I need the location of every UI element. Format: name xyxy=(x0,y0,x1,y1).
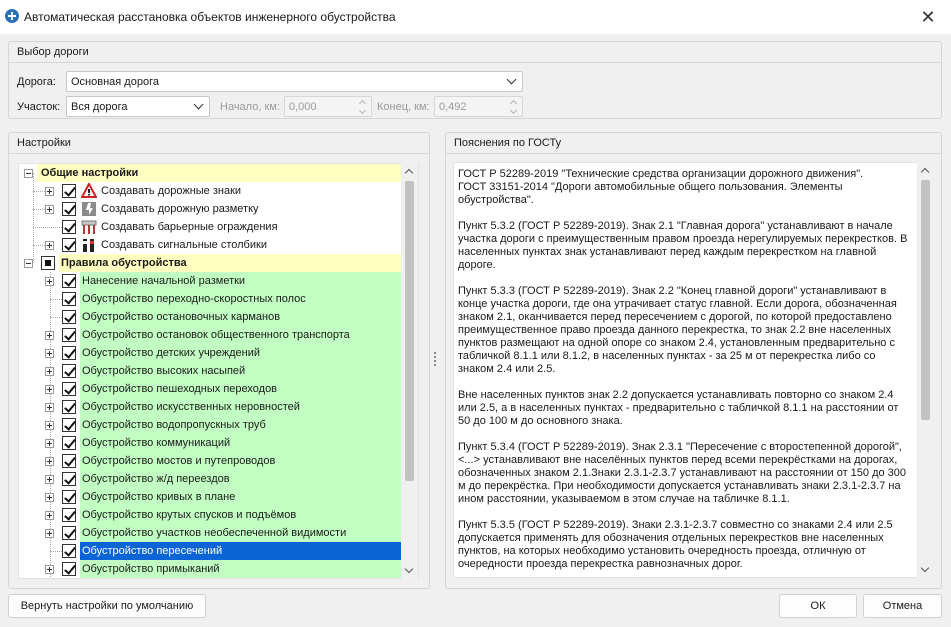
expand-icon[interactable] xyxy=(45,529,54,538)
rule-checkbox[interactable] xyxy=(62,436,76,450)
signal-post-icon xyxy=(81,237,97,253)
expand-icon[interactable] xyxy=(45,349,54,358)
rule-item[interactable] xyxy=(19,344,402,362)
expand-icon[interactable] xyxy=(45,421,54,430)
expand-icon[interactable] xyxy=(45,277,54,286)
notes-scrollbar[interactable] xyxy=(917,162,934,578)
rule-checkbox[interactable] xyxy=(62,292,76,306)
expand-icon[interactable] xyxy=(45,403,54,412)
rule-label: Обустройство примыканий xyxy=(82,563,220,575)
window-title: Автоматическая расстановка объектов инженерного обустройства xyxy=(24,10,396,24)
road-label: Дорога: xyxy=(17,76,56,88)
road-marking-icon xyxy=(81,201,97,217)
section-combobox[interactable] xyxy=(66,96,210,117)
ok-button[interactable]: ОК xyxy=(779,594,857,618)
rule-item[interactable] xyxy=(19,488,402,506)
close-icon: ✕ xyxy=(920,6,936,27)
expand-icon[interactable] xyxy=(45,493,54,502)
rule-checkbox[interactable] xyxy=(62,490,76,504)
expand-icon[interactable] xyxy=(45,457,54,466)
rule-label: Обустройство остановок общественного транспорта xyxy=(82,329,350,341)
rule-item[interactable] xyxy=(19,398,402,416)
settings-group-title: Настройки xyxy=(17,137,71,149)
rule-label: Обустройство ж/д переездов xyxy=(82,473,230,485)
road-signs-label: Создавать дорожные знаки xyxy=(101,185,242,197)
rule-item[interactable] xyxy=(19,290,402,308)
spinner-arrows-icon xyxy=(358,98,368,115)
expand-icon[interactable] xyxy=(45,475,54,484)
road-sign-icon xyxy=(81,183,97,199)
rule-checkbox[interactable] xyxy=(62,508,76,522)
start-km-spinner[interactable] xyxy=(284,96,372,117)
expand-icon[interactable] xyxy=(45,511,54,520)
rule-label: Обустройство переходно-скоростных полос xyxy=(82,293,306,305)
notes-group-title: Пояснения по ГОСТу xyxy=(454,137,562,149)
start-km-value: 0,000 xyxy=(289,101,317,113)
tree-item-road-signs[interactable] xyxy=(19,182,402,200)
rule-checkbox[interactable] xyxy=(62,310,76,324)
splitter-handle[interactable] xyxy=(434,352,438,366)
note-paragraph: Пункт 5.3.5 (ГОСТ Р 52289-2019). Знаки 2.3.1-2.3.7 совместно со знаками 2.4 или 2.5 допускается применять для обозначения отдельных перекрестков вне населенных пунктов, на которых необходимо установить очередность проезда, отличную от очередности проезда перекрестка равнозначных дорог. xyxy=(458,519,893,570)
collapse-icon[interactable] xyxy=(24,169,33,178)
rule-label: Обустройство пешеходных переходов xyxy=(82,383,278,395)
scroll-thumb[interactable] xyxy=(405,181,414,481)
expand-icon[interactable] xyxy=(45,385,54,394)
rule-label: Обустройство водопропускных труб xyxy=(82,419,266,431)
rule-item[interactable] xyxy=(19,416,402,434)
rule-checkbox[interactable] xyxy=(62,418,76,432)
rule-label: Обустройство кривых в плане xyxy=(82,491,236,503)
scroll-up-icon[interactable] xyxy=(401,163,418,179)
expand-icon[interactable] xyxy=(45,367,54,376)
rule-item[interactable] xyxy=(19,506,402,524)
rule-label: Обустройство крутых спусков и подъёмов xyxy=(82,509,297,521)
note-paragraph: Пункт 5.3.2 (ГОСТ Р 52289-2019). Знак 2.1 "Главная дорога" устанавливают в начале участка дороги с преимущественным правом проезда нерегулируемых перекрестков. В населенных пунктах знак устанавливают перед каждым перекрестком на главной дороге. xyxy=(458,220,908,271)
expand-icon[interactable] xyxy=(45,331,54,340)
note-paragraph: Вне населенных пунктов знак 2.2 допускается устанавливать повторно со знаком 2.4 или 2.5, а в населенных пунктах - предварительно с табличкой 8.1.1 на расстоянии от 50 до 100 м до основного знака. xyxy=(458,389,899,427)
rule-checkbox[interactable] xyxy=(62,400,76,414)
signal-posts-checkbox[interactable] xyxy=(62,238,76,252)
barrier-icon xyxy=(81,219,97,235)
expand-icon[interactable] xyxy=(45,241,54,250)
expand-icon[interactable] xyxy=(45,187,54,196)
road-marking-label: Создавать дорожную разметку xyxy=(101,203,259,215)
rule-item[interactable] xyxy=(19,470,402,488)
rules-checkbox[interactable] xyxy=(41,256,55,270)
rule-checkbox[interactable] xyxy=(62,454,76,468)
scroll-down-icon[interactable] xyxy=(401,563,418,579)
note-paragraph: Пункт 5.3.4 (ГОСТ Р 52289-2019). Знак 2.3.1 "Пересечение с второстепенной дорогой", <...> устанавливают вне населённых пунктов перед всеми перекрёстками на дорогах, обозначенных знаком 2.1.Знаки 2.3.1-2.3.7 устанавливают на расстоянии от 150 до 300 м до перекрёстка. При необходимости допускается устанавливать знаки 2.3.1-2.3.7 на ином расстоянии, указываемом в этом случае на табличке 8.1.1. xyxy=(458,441,907,505)
rule-checkbox[interactable] xyxy=(62,328,76,342)
rule-item[interactable] xyxy=(19,326,402,344)
section-label: Участок: xyxy=(17,101,61,113)
scroll-down-icon[interactable] xyxy=(917,562,934,578)
tree-item-barriers[interactable] xyxy=(19,218,402,236)
road-group-title: Выбор дороги xyxy=(17,46,89,58)
scroll-thumb[interactable] xyxy=(921,180,930,420)
chevron-down-icon xyxy=(194,100,204,112)
rule-checkbox[interactable] xyxy=(62,472,76,486)
rule-checkbox[interactable] xyxy=(62,544,76,558)
close-button[interactable] xyxy=(905,0,951,34)
road-signs-checkbox[interactable] xyxy=(62,184,76,198)
rule-item[interactable] xyxy=(19,308,402,326)
rule-label: Обустройство коммуникаций xyxy=(82,437,231,449)
reset-defaults-button[interactable]: Вернуть настройки по умолчанию xyxy=(8,594,206,618)
rule-checkbox[interactable] xyxy=(62,364,76,378)
expand-icon[interactable] xyxy=(45,439,54,448)
start-label: Начало, км: xyxy=(220,101,280,113)
tree-item-road-marking[interactable] xyxy=(19,200,402,218)
collapse-icon[interactable] xyxy=(24,259,33,268)
barriers-checkbox[interactable] xyxy=(62,220,76,234)
rule-label: Обустройство искусственных неровностей xyxy=(82,401,300,413)
tree-node-general[interactable] xyxy=(19,164,402,182)
road-marking-checkbox[interactable] xyxy=(62,202,76,216)
rule-checkbox[interactable] xyxy=(62,562,76,576)
rule-label: Обустройство остановочных карманов xyxy=(82,311,281,323)
rule-checkbox[interactable] xyxy=(62,382,76,396)
road-value: Основная дорога xyxy=(71,76,159,88)
tree-item-signal-posts[interactable] xyxy=(19,236,402,254)
end-km-value: 0,492 xyxy=(439,101,467,113)
end-label: Конец, км: xyxy=(377,101,430,113)
title-bar xyxy=(0,0,951,34)
spinner-arrows-icon xyxy=(509,98,519,115)
rule-checkbox[interactable] xyxy=(62,274,76,288)
rule-checkbox[interactable] xyxy=(62,346,76,360)
rule-label: Обустройство участков необеспеченной видимости xyxy=(82,527,347,539)
general-settings-label: Общие настройки xyxy=(41,167,139,179)
note-paragraph: ГОСТ Р 52289-2019 "Технические средства организации дорожного движения". ГОСТ 33151-2014 "Дороги автомобильные общего пользования. Элементы обустройства". xyxy=(458,168,864,206)
rule-checkbox[interactable] xyxy=(62,526,76,540)
tree-scrollbar[interactable] xyxy=(401,163,418,579)
rule-item[interactable] xyxy=(19,452,402,470)
settings-tree xyxy=(18,163,419,579)
rule-item[interactable] xyxy=(19,272,402,290)
rule-label: Обустройство детских учреждений xyxy=(82,347,261,359)
rule-label: Обустройство мостов и путепроводов xyxy=(82,455,276,467)
barriers-label: Создавать барьерные ограждения xyxy=(101,221,278,233)
rule-item-selected[interactable] xyxy=(19,542,402,560)
cancel-button[interactable]: Отмена xyxy=(863,594,942,618)
end-km-spinner[interactable] xyxy=(434,96,523,117)
rule-label: Обустройство высоких насыпей xyxy=(82,365,246,377)
rules-label: Правила обустройства xyxy=(61,257,187,269)
notes-text-area[interactable] xyxy=(453,162,919,578)
rule-label: Нанесение начальной разметки xyxy=(82,275,246,287)
rule-item[interactable] xyxy=(19,560,402,578)
rule-item[interactable] xyxy=(19,380,402,398)
note-paragraph: Пункт 5.3.3 (ГОСТ Р 52289-2019). Знак 2.2 "Конец главной дороги" устанавливают в конце участка дороги, где она утрачивает статус главной. Если дорога, обозначенная знаком 2.1, оканчивается перед пересечением с дорогой, по которой предоставлено преимущественное право проезда данного перекрестка, то знак 2.2 вне населенных пунктов размещают на одной опоре со знаком 2.4, установленным предварительно с табличкой 8.1.1 или 8.1.2, в населенных пунктах - за 25 м от перекрестка либо со знаком 2.4 или 2.5. xyxy=(458,285,897,375)
signal-posts-label: Создавать сигнальные столбики xyxy=(101,239,267,251)
tree-node-rules[interactable] xyxy=(19,254,402,272)
rule-label: Обустройство пересечений xyxy=(82,545,223,557)
expand-icon[interactable] xyxy=(45,205,54,214)
expand-icon[interactable] xyxy=(45,565,54,574)
scroll-up-icon[interactable] xyxy=(917,162,934,178)
app-icon xyxy=(5,9,19,23)
road-combobox[interactable] xyxy=(66,71,523,92)
section-value: Вся дорога xyxy=(71,101,128,113)
rule-item[interactable] xyxy=(19,434,402,452)
rule-item[interactable] xyxy=(19,362,402,380)
rule-item[interactable] xyxy=(19,524,402,542)
chevron-down-icon xyxy=(507,75,517,87)
